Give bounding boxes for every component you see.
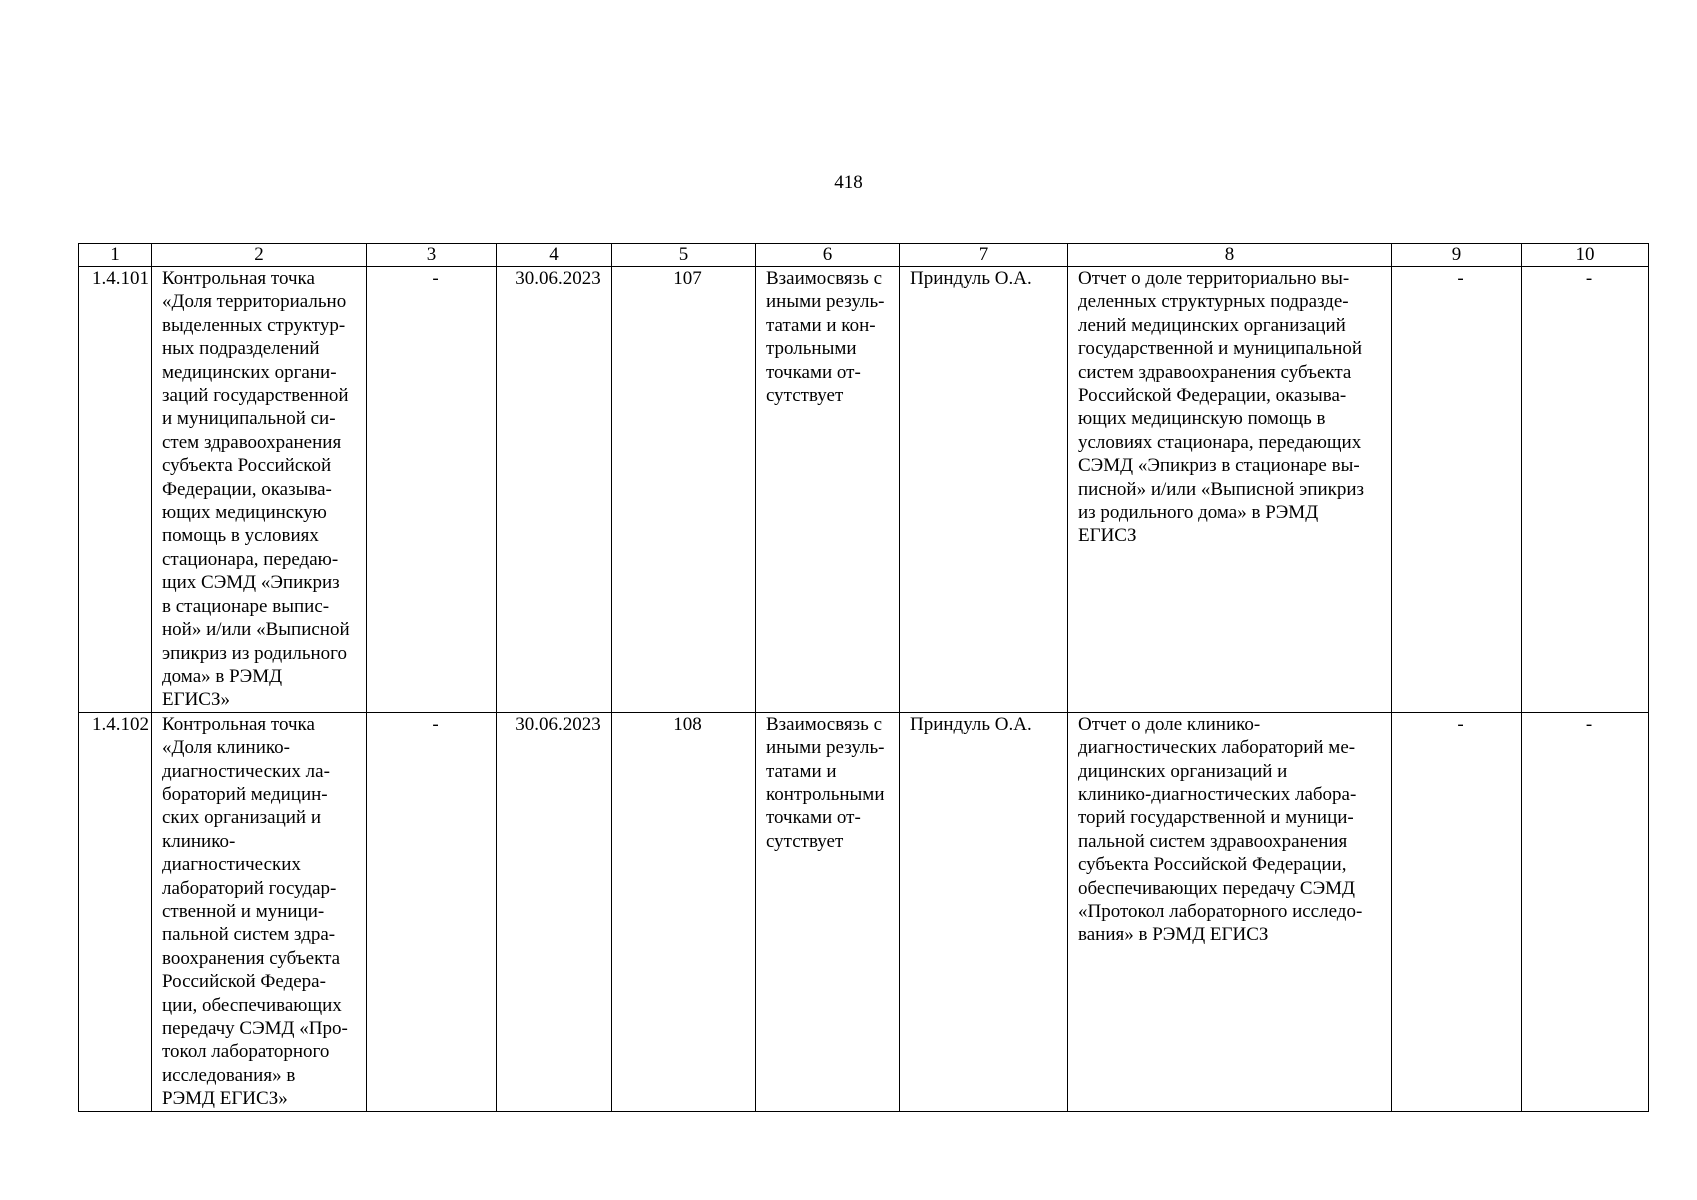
text-line: татами и [766, 760, 837, 782]
text-line: ции, обеспечивающих [162, 994, 342, 1016]
text-line: деленных структурных подразде- [1078, 291, 1349, 313]
text-line: диагностических ла- [162, 760, 330, 782]
header-col-7: 7 [900, 244, 1068, 267]
text-line: иными резуль- [766, 291, 885, 313]
text-line: Контрольная точка [162, 268, 315, 289]
text-line: ющих медицинскую помощь в [1078, 408, 1326, 430]
text-line: условиях стационара, передающих [1078, 431, 1362, 453]
text-line: ственной и муници- [162, 900, 325, 922]
control-point-name [152, 267, 367, 713]
text-line: пальной систем здра- [162, 924, 336, 946]
text-line: воохранения субъекта [162, 947, 341, 969]
header-col-10: 10 [1522, 244, 1649, 267]
row-number: 1.4.102 [79, 712, 152, 1111]
header-col-4: 4 [497, 244, 612, 267]
text-line: иными резуль- [766, 737, 885, 759]
text-line: ЕГИСЗ» [162, 689, 231, 711]
text-line: диагностических [162, 854, 301, 876]
text-line: исследования» в [162, 1064, 296, 1086]
text-line: татами и кон- [766, 314, 876, 336]
text-line: СЭМД «Эпикриз в стационаре вы- [1078, 455, 1360, 477]
text-line: сутствует [766, 830, 844, 852]
header-col-8: 8 [1068, 244, 1392, 267]
text-line: ных подразделений [162, 338, 320, 360]
text-line: заций государственной [162, 385, 349, 407]
cell-col-10: - [1522, 267, 1649, 713]
text-line: стационара, передаю- [162, 548, 339, 570]
text-line: ских организаций и [162, 807, 322, 829]
responsible-person: Приндуль О.А. [900, 712, 1068, 1111]
cell-col-3: - [367, 712, 497, 1111]
text-line: лабораторий государ- [162, 877, 337, 899]
text-line: Взаимосвязь с [766, 268, 883, 289]
text-line: точками от- [766, 807, 861, 829]
text-line: субъекта Российской [162, 455, 332, 477]
text-line: из родильного дома» в РЭМД [1078, 502, 1319, 524]
text-line: трольными [766, 338, 857, 360]
text-line: ной» и/или «Выписной [162, 619, 350, 641]
deadline-date: 30.06.2023 [497, 712, 612, 1111]
report-description [1068, 712, 1392, 1111]
row-number: 1.4.101 [79, 267, 152, 713]
header-col-9: 9 [1392, 244, 1522, 267]
text-line: писной» и/или «Выписной эпикриз [1078, 478, 1365, 500]
text-line: бораторий медицин- [162, 783, 328, 805]
header-col-5: 5 [612, 244, 756, 267]
text-line: диагностических лабораторий ме- [1078, 737, 1356, 759]
text-line: контрольными [766, 783, 885, 805]
text-line: торий государственной и муници- [1078, 807, 1354, 829]
header-col-6: 6 [756, 244, 900, 267]
text-line: дома» в РЭМД [162, 665, 283, 687]
text-line: вания» в РЭМД ЕГИСЗ [1078, 924, 1269, 946]
text-line: и муниципальной си- [162, 408, 336, 430]
text-line: ющих медицинскую [162, 502, 327, 524]
text-line: РЭМД ЕГИСЗ» [162, 1088, 288, 1110]
text-line: помощь в условиях [162, 525, 319, 547]
cell-col-9: - [1392, 267, 1522, 713]
header-col-2: 2 [152, 244, 367, 267]
text-line: щих СЭМД «Эпикриз [162, 572, 340, 594]
text-line: лений медицинских организаций [1078, 314, 1346, 336]
text-line: дицинских организаций и [1078, 760, 1288, 782]
text-line: передачу СЭМД «Про- [162, 1018, 348, 1039]
text-line: Федерации, оказыва- [162, 478, 332, 500]
table-row [79, 267, 1649, 713]
text-line: Взаимосвязь с [766, 713, 883, 735]
text-line: в стационаре выпис- [162, 595, 330, 617]
page-number: 418 [834, 172, 863, 193]
text-line: «Доля клинико- [162, 737, 290, 759]
deadline-date: 30.06.2023 [497, 267, 612, 713]
text-line: «Протокол лабораторного исследо- [1078, 900, 1363, 922]
text-line: медицинских органи- [162, 361, 337, 383]
cell-col-5: 108 [612, 712, 756, 1111]
cell-col-3: - [367, 267, 497, 713]
text-line: Российской Федера- [162, 971, 326, 993]
control-point-name [152, 712, 367, 1111]
text-line: Отчет о доле территориально вы- [1078, 268, 1350, 289]
cell-col-10: - [1522, 712, 1649, 1111]
text-line: «Доля территориально [162, 291, 347, 313]
text-line: систем здравоохранения субъекта [1078, 361, 1352, 383]
text-line: токол лабораторного [162, 1041, 330, 1063]
relation-note [756, 712, 900, 1111]
text-line: стем здравоохранения [162, 431, 342, 453]
text-line: точками от- [766, 361, 861, 383]
table-header-row [79, 244, 1649, 267]
text-line: ЕГИСЗ [1078, 525, 1137, 547]
text-line: Отчет о доле клинико- [1078, 713, 1261, 735]
report-description [1068, 267, 1392, 713]
cell-col-9: - [1392, 712, 1522, 1111]
text-line: субъекта Российской Федерации, [1078, 854, 1347, 876]
header-col-1: 1 [79, 244, 152, 267]
text-line: клинико-диагностических лабора- [1078, 783, 1357, 805]
text-line: Российской Федерации, оказыва- [1078, 385, 1347, 407]
text-line: сутствует [766, 385, 844, 407]
table-row [79, 712, 1649, 1111]
cell-col-5: 107 [612, 267, 756, 713]
text-line: эпикриз из родильного [162, 642, 347, 664]
text-line: клинико- [162, 830, 236, 852]
text-line: выделенных структур- [162, 314, 346, 336]
text-line: Контрольная точка [162, 713, 315, 735]
control-points-table [78, 243, 1649, 1112]
responsible-person: Приндуль О.А. [900, 267, 1068, 713]
text-line: обеспечивающих передачу СЭМД [1078, 877, 1356, 899]
relation-note [756, 267, 900, 713]
header-col-3: 3 [367, 244, 497, 267]
text-line: пальной систем здравоохранения [1078, 830, 1348, 852]
text-line: государственной и муниципальной [1078, 338, 1363, 360]
